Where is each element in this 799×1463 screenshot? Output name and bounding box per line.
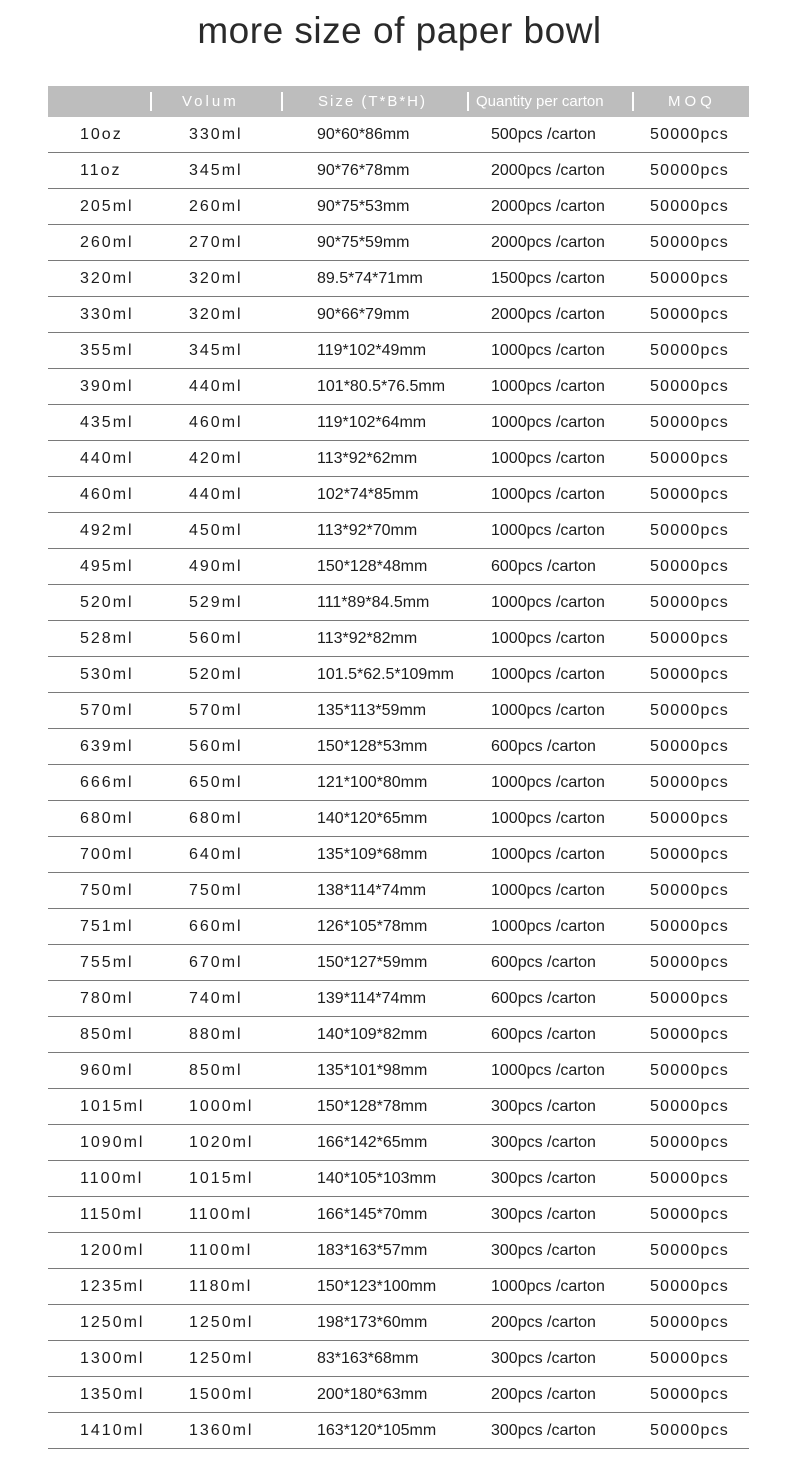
cell-quantity: 300pcs /carton [491, 1206, 596, 1223]
header-cell-quantity: Quantity per carton [476, 93, 604, 110]
cell-quantity: 2000pcs /carton [491, 306, 605, 323]
table-body [48, 117, 749, 1449]
cell-size-name: 11oz [80, 162, 122, 179]
table-row [48, 1125, 749, 1161]
cell-quantity: 600pcs /carton [491, 1026, 596, 1043]
table-row [48, 693, 749, 729]
cell-size-name: 700ml [80, 846, 134, 863]
table-row [48, 1089, 749, 1125]
cell-dimensions: 150*128*48mm [317, 558, 428, 575]
cell-size-name: 390ml [80, 378, 134, 395]
cell-moq: 50000pcs [650, 414, 729, 431]
cell-size-name: 460ml [80, 486, 134, 503]
cell-moq: 50000pcs [650, 342, 729, 359]
cell-dimensions: 113*92*62mm [317, 450, 418, 467]
cell-moq: 50000pcs [650, 990, 729, 1007]
table-row [48, 1161, 749, 1197]
table-row [48, 1377, 749, 1413]
cell-quantity: 300pcs /carton [491, 1134, 596, 1151]
cell-dimensions: 150*128*53mm [317, 738, 428, 755]
cell-moq: 50000pcs [650, 738, 729, 755]
cell-volume: 850ml [189, 1062, 243, 1079]
cell-size-name: 440ml [80, 450, 134, 467]
cell-size-name: 495ml [80, 558, 134, 575]
cell-volume: 320ml [189, 306, 243, 323]
cell-moq: 50000pcs [650, 1134, 729, 1151]
cell-dimensions: 166*145*70mm [317, 1206, 428, 1223]
cell-volume: 1180ml [189, 1278, 253, 1295]
cell-dimensions: 101.5*62.5*109mm [317, 666, 454, 683]
cell-volume: 640ml [189, 846, 243, 863]
header-cell-moq: MOQ [668, 93, 716, 110]
cell-dimensions: 150*127*59mm [317, 954, 428, 971]
cell-volume: 345ml [189, 342, 243, 359]
cell-dimensions: 90*76*78mm [317, 162, 410, 179]
cell-dimensions: 90*60*86mm [317, 126, 410, 143]
cell-moq: 50000pcs [650, 1098, 729, 1115]
cell-size-name: 1200ml [80, 1242, 145, 1259]
table-row [48, 1197, 749, 1233]
table-row [48, 549, 749, 585]
cell-size-name: 528ml [80, 630, 134, 647]
cell-dimensions: 138*114*74mm [317, 882, 427, 899]
cell-size-name: 1300ml [80, 1350, 145, 1367]
cell-size-name: 1150ml [80, 1206, 144, 1223]
table-row [48, 585, 749, 621]
cell-dimensions: 111*89*84.5mm [317, 594, 430, 611]
cell-moq: 50000pcs [650, 1350, 729, 1367]
cell-size-name: 850ml [80, 1026, 134, 1043]
table-row [48, 405, 749, 441]
cell-volume: 650ml [189, 774, 243, 791]
table-row [48, 1305, 749, 1341]
cell-size-name: 755ml [80, 954, 134, 971]
table-row [48, 1053, 749, 1089]
cell-size-name: 1015ml [80, 1098, 145, 1115]
table-row [48, 1413, 749, 1449]
cell-moq: 50000pcs [650, 198, 729, 215]
cell-volume: 1500ml [189, 1386, 254, 1403]
cell-volume: 1360ml [189, 1422, 254, 1439]
cell-size-name: 750ml [80, 882, 134, 899]
cell-size-name: 205ml [80, 198, 134, 215]
cell-quantity: 600pcs /carton [491, 990, 596, 1007]
cell-moq: 50000pcs [650, 1170, 729, 1187]
cell-moq: 50000pcs [650, 486, 729, 503]
table-row [48, 621, 749, 657]
cell-dimensions: 119*102*64mm [317, 414, 427, 431]
header-separator [281, 92, 283, 111]
cell-volume: 490ml [189, 558, 243, 575]
cell-volume: 520ml [189, 666, 243, 683]
table-header [48, 86, 749, 117]
cell-volume: 450ml [189, 522, 243, 539]
cell-dimensions: 113*92*82mm [317, 630, 418, 647]
cell-moq: 50000pcs [650, 1422, 729, 1439]
header-separator [632, 92, 634, 111]
cell-moq: 50000pcs [650, 522, 729, 539]
cell-quantity: 1000pcs /carton [491, 522, 605, 539]
cell-quantity: 2000pcs /carton [491, 198, 605, 215]
cell-quantity: 500pcs /carton [491, 126, 596, 143]
cell-quantity: 1000pcs /carton [491, 666, 605, 683]
cell-quantity: 1500pcs /carton [491, 270, 605, 287]
cell-dimensions: 119*102*49mm [317, 342, 427, 359]
cell-volume: 440ml [189, 486, 243, 503]
table-row [48, 189, 749, 225]
cell-dimensions: 121*100*80mm [317, 774, 428, 791]
cell-dimensions: 126*105*78mm [317, 918, 428, 935]
cell-quantity: 1000pcs /carton [491, 846, 605, 863]
cell-quantity: 300pcs /carton [491, 1350, 596, 1367]
cell-dimensions: 101*80.5*76.5mm [317, 378, 446, 395]
cell-size-name: 530ml [80, 666, 134, 683]
size-table [48, 86, 749, 1449]
cell-volume: 660ml [189, 918, 243, 935]
table-row [48, 873, 749, 909]
cell-dimensions: 90*66*79mm [317, 306, 410, 323]
table-row [48, 1341, 749, 1377]
cell-quantity: 1000pcs /carton [491, 918, 605, 935]
table-row [48, 837, 749, 873]
table-row [48, 513, 749, 549]
cell-quantity: 1000pcs /carton [491, 882, 605, 899]
cell-moq: 50000pcs [650, 882, 729, 899]
cell-volume: 1100ml [189, 1242, 253, 1259]
cell-moq: 50000pcs [650, 774, 729, 791]
cell-quantity: 600pcs /carton [491, 558, 596, 575]
cell-volume: 1100ml [189, 1206, 253, 1223]
cell-moq: 50000pcs [650, 1386, 729, 1403]
table-row [48, 333, 749, 369]
table-row [48, 225, 749, 261]
table-row [48, 297, 749, 333]
cell-moq: 50000pcs [650, 378, 729, 395]
cell-quantity: 1000pcs /carton [491, 414, 605, 431]
cell-quantity: 300pcs /carton [491, 1242, 596, 1259]
cell-moq: 50000pcs [650, 306, 729, 323]
cell-size-name: 435ml [80, 414, 134, 431]
cell-dimensions: 150*123*100mm [317, 1278, 437, 1295]
cell-dimensions: 135*113*59mm [317, 702, 427, 719]
cell-moq: 50000pcs [650, 954, 729, 971]
cell-quantity: 200pcs /carton [491, 1314, 596, 1331]
cell-volume: 740ml [189, 990, 243, 1007]
cell-quantity: 1000pcs /carton [491, 810, 605, 827]
cell-size-name: 639ml [80, 738, 134, 755]
cell-size-name: 320ml [80, 270, 134, 287]
cell-moq: 50000pcs [650, 918, 729, 935]
cell-quantity: 600pcs /carton [491, 738, 596, 755]
cell-dimensions: 102*74*85mm [317, 486, 419, 503]
cell-size-name: 1250ml [80, 1314, 145, 1331]
cell-size-name: 330ml [80, 306, 134, 323]
cell-moq: 50000pcs [650, 126, 729, 143]
table-row [48, 477, 749, 513]
cell-quantity: 200pcs /carton [491, 1386, 596, 1403]
cell-size-name: 1235ml [80, 1278, 145, 1295]
cell-moq: 50000pcs [650, 1062, 729, 1079]
cell-volume: 1015ml [189, 1170, 254, 1187]
cell-size-name: 1090ml [80, 1134, 145, 1151]
cell-dimensions: 183*163*57mm [317, 1242, 428, 1259]
cell-dimensions: 89.5*74*71mm [317, 270, 423, 287]
cell-dimensions: 163*120*105mm [317, 1422, 437, 1439]
cell-size-name: 751ml [80, 918, 134, 935]
cell-quantity: 1000pcs /carton [491, 630, 605, 647]
cell-quantity: 1000pcs /carton [491, 1278, 605, 1295]
cell-dimensions: 90*75*59mm [317, 234, 410, 251]
cell-quantity: 1000pcs /carton [491, 702, 605, 719]
header-separator [150, 92, 152, 111]
cell-volume: 880ml [189, 1026, 243, 1043]
cell-quantity: 2000pcs /carton [491, 162, 605, 179]
cell-size-name: 960ml [80, 1062, 134, 1079]
cell-size-name: 10oz [80, 126, 123, 143]
table-row [48, 1017, 749, 1053]
cell-dimensions: 113*92*70mm [317, 522, 418, 539]
header-cell-size: Size (T*B*H) [318, 93, 428, 110]
cell-quantity: 1000pcs /carton [491, 450, 605, 467]
cell-quantity: 600pcs /carton [491, 954, 596, 971]
cell-quantity: 1000pcs /carton [491, 378, 605, 395]
cell-moq: 50000pcs [650, 666, 729, 683]
table-row [48, 909, 749, 945]
page-title: more size of paper bowl [197, 10, 602, 51]
cell-volume: 260ml [189, 198, 243, 215]
header-separator [467, 92, 469, 111]
cell-size-name: 520ml [80, 594, 134, 611]
cell-quantity: 300pcs /carton [491, 1098, 596, 1115]
cell-volume: 420ml [189, 450, 243, 467]
cell-moq: 50000pcs [650, 810, 729, 827]
cell-moq: 50000pcs [650, 630, 729, 647]
cell-dimensions: 83*163*68mm [317, 1350, 419, 1367]
cell-dimensions: 135*109*68mm [317, 846, 428, 863]
cell-quantity: 1000pcs /carton [491, 594, 605, 611]
table-row [48, 765, 749, 801]
cell-quantity: 1000pcs /carton [491, 342, 605, 359]
cell-dimensions: 200*180*63mm [317, 1386, 428, 1403]
cell-moq: 50000pcs [650, 1278, 729, 1295]
cell-dimensions: 135*101*98mm [317, 1062, 428, 1079]
cell-size-name: 1100ml [80, 1170, 144, 1187]
table-row [48, 657, 749, 693]
cell-volume: 345ml [189, 162, 243, 179]
cell-size-name: 1410ml [80, 1422, 145, 1439]
cell-size-name: 260ml [80, 234, 134, 251]
cell-moq: 50000pcs [650, 702, 729, 719]
table-row [48, 153, 749, 189]
table-row [48, 1233, 749, 1269]
cell-size-name: 355ml [80, 342, 134, 359]
cell-volume: 460ml [189, 414, 243, 431]
cell-quantity: 300pcs /carton [491, 1170, 596, 1187]
cell-quantity: 2000pcs /carton [491, 234, 605, 251]
cell-dimensions: 140*109*82mm [317, 1026, 428, 1043]
cell-volume: 1250ml [189, 1314, 254, 1331]
table-row [48, 945, 749, 981]
cell-volume: 750ml [189, 882, 243, 899]
cell-dimensions: 140*105*103mm [317, 1170, 437, 1187]
table-row [48, 801, 749, 837]
cell-size-name: 492ml [80, 522, 134, 539]
cell-dimensions: 198*173*60mm [317, 1314, 428, 1331]
cell-moq: 50000pcs [650, 162, 729, 179]
table-row [48, 441, 749, 477]
cell-moq: 50000pcs [650, 450, 729, 467]
cell-dimensions: 150*128*78mm [317, 1098, 428, 1115]
header-cell-volum: Volum [182, 93, 239, 110]
cell-moq: 50000pcs [650, 270, 729, 287]
cell-dimensions: 90*75*53mm [317, 198, 410, 215]
cell-dimensions: 140*120*65mm [317, 810, 428, 827]
cell-volume: 529ml [189, 594, 243, 611]
cell-volume: 330ml [189, 126, 243, 143]
cell-quantity: 1000pcs /carton [491, 486, 605, 503]
cell-dimensions: 166*142*65mm [317, 1134, 428, 1151]
table-row [48, 261, 749, 297]
table-row [48, 369, 749, 405]
table-row [48, 117, 749, 153]
cell-quantity: 1000pcs /carton [491, 774, 605, 791]
cell-volume: 560ml [189, 630, 243, 647]
cell-dimensions: 139*114*74mm [317, 990, 427, 1007]
cell-volume: 560ml [189, 738, 243, 755]
cell-moq: 50000pcs [650, 558, 729, 575]
cell-volume: 670ml [189, 954, 243, 971]
cell-size-name: 680ml [80, 810, 134, 827]
cell-size-name: 780ml [80, 990, 134, 1007]
cell-moq: 50000pcs [650, 234, 729, 251]
cell-volume: 1020ml [189, 1134, 254, 1151]
cell-size-name: 570ml [80, 702, 134, 719]
table-row [48, 1269, 749, 1305]
cell-moq: 50000pcs [650, 846, 729, 863]
cell-volume: 320ml [189, 270, 243, 287]
cell-volume: 1250ml [189, 1350, 254, 1367]
table-row [48, 981, 749, 1017]
cell-volume: 1000ml [189, 1098, 254, 1115]
table-row [48, 729, 749, 765]
cell-moq: 50000pcs [650, 1314, 729, 1331]
cell-size-name: 666ml [80, 774, 134, 791]
cell-size-name: 1350ml [80, 1386, 145, 1403]
cell-volume: 440ml [189, 378, 243, 395]
cell-moq: 50000pcs [650, 1242, 729, 1259]
cell-volume: 570ml [189, 702, 243, 719]
cell-quantity: 1000pcs /carton [491, 1062, 605, 1079]
cell-moq: 50000pcs [650, 1206, 729, 1223]
cell-quantity: 300pcs /carton [491, 1422, 596, 1439]
cell-moq: 50000pcs [650, 1026, 729, 1043]
cell-volume: 680ml [189, 810, 243, 827]
cell-volume: 270ml [189, 234, 243, 251]
cell-moq: 50000pcs [650, 594, 729, 611]
